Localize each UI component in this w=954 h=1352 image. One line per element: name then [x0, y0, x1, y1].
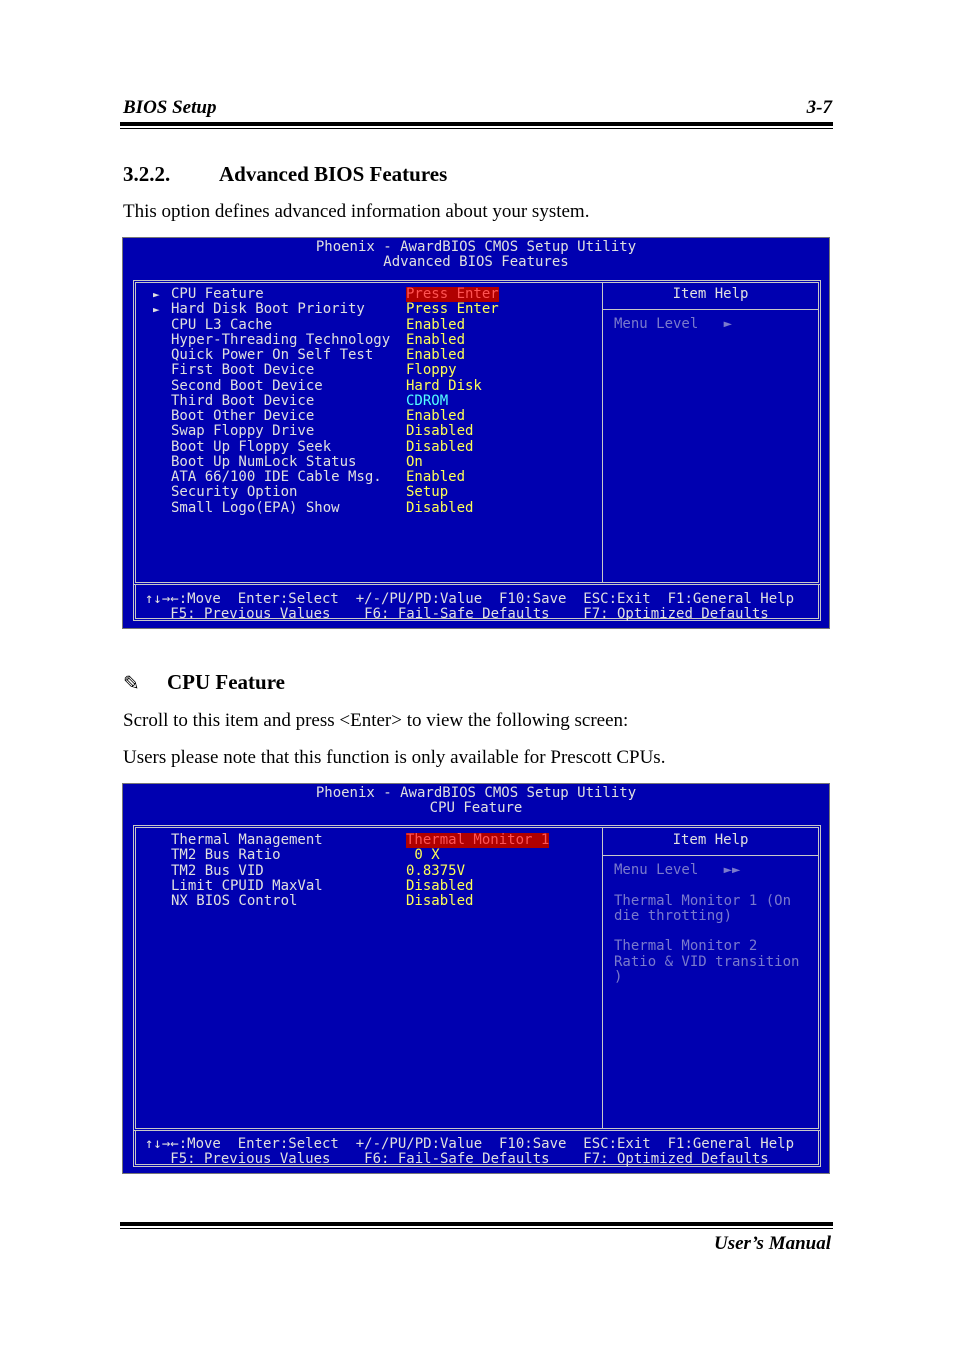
bios-item-value[interactable]: Press Enter [406, 286, 499, 302]
help-header-divider [603, 309, 818, 310]
bios-screen-advanced [122, 237, 830, 629]
section-title: Advanced BIOS Features [219, 162, 448, 186]
bios-item-value[interactable]: Floppy [406, 362, 457, 379]
bios-title-line2: CPU Feature [429, 800, 523, 816]
bios-title-line2: Advanced BIOS Features [383, 254, 569, 270]
item-help-title: Item Help [672, 832, 749, 848]
bios-item-value[interactable]: Hard Disk [406, 377, 482, 394]
bios-item-label[interactable]: ATA 66/100 IDE Cable Msg. [171, 469, 382, 485]
bios-footer-keys1: ↑↓→←:Move Enter:Select +/-/PU/PD:Value F10:Save ESC:Exit F1:General Help [145, 1136, 795, 1152]
item-help-line: Thermal Monitor 1 (On [614, 892, 792, 909]
bios-item-value[interactable]: On [406, 453, 423, 470]
help-header-divider [603, 855, 818, 856]
bios-item-value[interactable]: 0 X [406, 847, 440, 864]
bios-item-label[interactable]: Swap Floppy Drive [171, 423, 315, 440]
bios-item-label[interactable]: Quick Power On Self Test [171, 347, 374, 363]
bios-item-label[interactable]: Hyper-Threading Technology [171, 331, 391, 348]
bios-item-label[interactable]: Boot Up Floppy Seek [171, 438, 332, 455]
bios-item-label[interactable]: Third Boot Device [171, 392, 315, 409]
subsection-para2: Users please note that this function is only available for Prescott CPUs. [123, 747, 666, 768]
bios-item-value[interactable]: 0.8375V [406, 862, 466, 879]
item-help-line: Thermal Monitor 2 [614, 938, 758, 955]
section-number: 3.2.2. [123, 162, 171, 186]
submenu-arrow-icon: ► [153, 288, 160, 301]
bios-footer-keys2: F5: Previous Values F6: Fail-Safe Defaults F7: Optimized Defaults [145, 606, 769, 622]
bios-item-label[interactable]: Small Logo(EPA) Show [171, 499, 340, 516]
bios-title-line1: Phoenix - AwardBIOS CMOS Setup Utility [315, 239, 637, 255]
bios-item-value[interactable]: Disabled [406, 438, 474, 455]
bios-item-label[interactable]: Hard Disk Boot Priority [171, 301, 365, 318]
bios-item-value[interactable]: Thermal Monitor 1 [406, 832, 550, 848]
footer-manual-title: User’s Manual [713, 1233, 831, 1254]
item-help-line: ) [614, 968, 623, 985]
submenu-arrow-icon: ► [153, 303, 160, 317]
item-help-line: Menu Level ►► [614, 862, 741, 878]
item-help-line: die throtting) [614, 907, 733, 924]
bios-item-label[interactable]: First Boot Device [171, 362, 315, 379]
bios-column-divider [602, 828, 603, 1128]
bios-item-value[interactable]: CDROM [406, 392, 449, 409]
bios-item-label[interactable]: CPU L3 Cache [171, 316, 273, 333]
bios-item-label[interactable]: TM2 Bus VID [171, 862, 264, 879]
section-intro: This option defines advanced information about your system. [123, 201, 590, 222]
bios-item-label[interactable]: Boot Other Device [171, 408, 315, 424]
bios-item-value[interactable]: Enabled [406, 331, 466, 348]
bios-item-label[interactable]: NX BIOS Control [171, 893, 298, 909]
footer-rule-thin [120, 1228, 833, 1229]
bios-screen-cpu-feature [122, 783, 830, 1174]
bios-footer-keys2: F5: Previous Values F6: Fail-Safe Defaults F7: Optimized Defaults [145, 1151, 769, 1167]
footer-rule-thick [120, 1222, 833, 1226]
item-help-title: Item Help [672, 286, 749, 302]
bios-item-value[interactable]: Disabled [406, 893, 474, 909]
bios-item-value[interactable]: Enabled [406, 347, 466, 363]
subsection-para1: Scroll to this item and press <Enter> to view the following screen: [123, 710, 629, 731]
bios-item-label[interactable]: Limit CPUID MaxVal [171, 877, 323, 894]
bios-item-value[interactable]: Disabled [406, 423, 474, 440]
bios-item-value[interactable]: Disabled [406, 499, 474, 516]
bios-item-value[interactable]: Enabled [406, 408, 466, 424]
bios-item-label[interactable]: Security Option [171, 484, 298, 501]
header-rule-thick [120, 122, 833, 126]
bios-column-divider [602, 283, 603, 582]
subsection-title: CPU Feature [167, 670, 285, 694]
item-help-line: Ratio & VID transition [614, 953, 800, 970]
pencil-icon: ✎ [123, 671, 140, 695]
item-help-line: Menu Level ► [614, 316, 733, 332]
running-header-title: BIOS Setup [123, 97, 217, 118]
bios-item-label[interactable]: Thermal Management [171, 832, 323, 848]
header-rule-thin [120, 128, 833, 129]
bios-item-value[interactable]: Disabled [406, 877, 474, 894]
bios-item-value[interactable]: Press Enter [406, 301, 499, 318]
page-number: 3-7 [806, 97, 832, 118]
bios-item-label[interactable]: TM2 Bus Ratio [171, 847, 281, 864]
bios-footer-keys1: ↑↓→←:Move Enter:Select +/-/PU/PD:Value F10:Save ESC:Exit F1:General Help [145, 591, 795, 607]
bios-item-label[interactable]: Boot Up NumLock Status [171, 453, 357, 470]
bios-item-value[interactable]: Enabled [406, 316, 466, 333]
bios-item-label[interactable]: Second Boot Device [171, 377, 323, 394]
bios-title-line1: Phoenix - AwardBIOS CMOS Setup Utility [315, 785, 637, 801]
bios-item-value[interactable]: Setup [406, 484, 449, 501]
bios-item-label[interactable]: CPU Feature [171, 286, 264, 302]
bios-item-value[interactable]: Enabled [406, 469, 466, 485]
